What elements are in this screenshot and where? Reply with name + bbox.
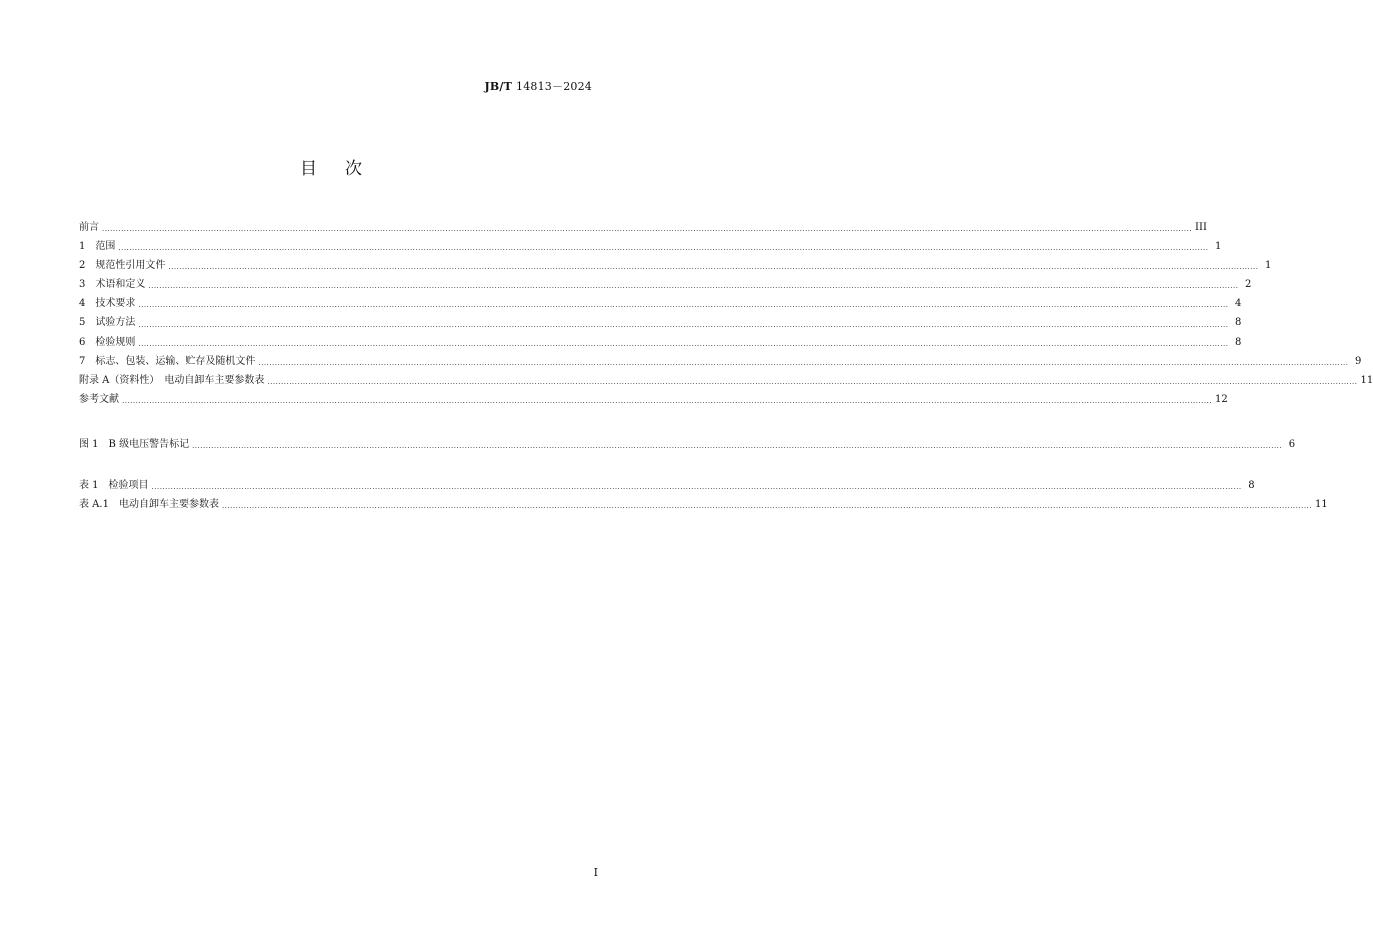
toc-figures-list — [79, 435, 1296, 454]
toc-entry-label: 3 术语和定义 — [79, 279, 146, 291]
toc-leader-dots: ................................................................................................................................................................................................................................................................................................................................................................................................................ — [148, 282, 1239, 291]
toc-leader-dots: ................................................................................................................................................................................................................................................................................................................................................................................................................ — [192, 442, 1283, 451]
toc-leader-dots: ................................................................................................................................................................................................................................................................................................................................................................................................................ — [138, 339, 1229, 348]
toc-leader-dots: ................................................................................................................................................................................................................................................................................................................................................................................................................ — [102, 225, 1193, 234]
toc-entry-page: III — [1195, 222, 1207, 233]
toc-entry-page: 4 — [1235, 298, 1242, 310]
toc-entry-page: 8 — [1235, 336, 1242, 348]
toc-leader-dots: ................................................................................................................................................................................................................................................................................................................................................................................................................ — [168, 263, 1259, 272]
standard-code: JB/T — [484, 80, 512, 93]
toc-entry-label: 5 试验方法 — [79, 317, 136, 329]
toc-leader-dots: ................................................................................................................................................................................................................................................................................................................................................................................................................ — [221, 502, 1312, 511]
toc-entry[interactable] — [79, 371, 1373, 390]
toc-leader-dots: ................................................................................................................................................................................................................................................................................................................................................................................................................ — [122, 396, 1213, 405]
toc-main-list — [79, 218, 1373, 409]
toc-entry[interactable] — [79, 390, 1228, 409]
toc-entry[interactable] — [79, 476, 1255, 495]
toc-entry-label: 7 标志、包装、运输、贮存及随机文件 — [79, 355, 256, 367]
toc-entry-page: 12 — [1215, 393, 1228, 405]
toc-entry[interactable] — [79, 313, 1242, 332]
toc-entry-page: 8 — [1235, 317, 1242, 329]
toc-entry-label: 表 1 检验项目 — [79, 480, 149, 491]
toc-entry[interactable] — [79, 256, 1272, 275]
standard-number: 14813－2024 — [516, 80, 592, 93]
toc-entry-label: 表 A.1 电动自卸车主要参数表 — [79, 499, 219, 511]
toc-entry[interactable] — [79, 275, 1252, 294]
toc-leader-dots: ................................................................................................................................................................................................................................................................................................................................................................................................................ — [138, 320, 1229, 329]
page-number: I — [593, 866, 598, 879]
toc-entry-page: 6 — [1288, 439, 1296, 450]
toc-leader-dots: ................................................................................................................................................................................................................................................................................................................................................................................................................ — [258, 358, 1349, 367]
toc-entry[interactable] — [79, 435, 1296, 454]
toc-entry-page: 11 — [1360, 374, 1373, 386]
toc-entry-label: 前言 — [79, 222, 99, 233]
toc-entry[interactable] — [79, 294, 1242, 313]
toc-entry-label: 图 1 B 级电压警告标记 — [79, 439, 190, 450]
toc-entry-page: 9 — [1355, 355, 1362, 367]
toc-entry-page: 2 — [1245, 279, 1252, 291]
toc-entry[interactable] — [79, 495, 1328, 514]
toc-entry-page: 8 — [1248, 480, 1255, 491]
toc-entry[interactable] — [79, 352, 1362, 371]
toc-entry-label: 4 技术要求 — [79, 298, 136, 310]
toc-entry[interactable] — [79, 237, 1222, 256]
toc-entry-label: 参考文献 — [79, 393, 119, 405]
toc-entry-page: 1 — [1265, 260, 1272, 272]
toc-entry[interactable] — [79, 218, 1207, 237]
toc-tables-list — [79, 476, 1328, 514]
toc-entry-label: 1 范围 — [79, 241, 116, 253]
toc-entry-page: 1 — [1215, 241, 1222, 253]
toc-entry[interactable] — [79, 333, 1242, 352]
toc-leader-dots: ................................................................................................................................................................................................................................................................................................................................................................................................................ — [267, 377, 1358, 386]
watermark — [0, 906, 662, 917]
toc-leader-dots: ................................................................................................................................................................................................................................................................................................................................................................................................................ — [151, 483, 1242, 492]
toc-entry-label: 附录 A（资料性） 电动自卸车主要参数表 — [79, 374, 265, 386]
toc-entry-label: 2 规范性引用文件 — [79, 260, 166, 272]
standard-header — [484, 78, 592, 94]
toc-leader-dots: ................................................................................................................................................................................................................................................................................................................................................................................................................ — [118, 244, 1209, 253]
toc-entry-label: 6 检验规则 — [79, 336, 136, 348]
toc-leader-dots: ................................................................................................................................................................................................................................................................................................................................................................................................................ — [138, 301, 1229, 310]
toc-entry-page: 11 — [1315, 499, 1328, 511]
page-title: 目次 — [300, 159, 390, 179]
